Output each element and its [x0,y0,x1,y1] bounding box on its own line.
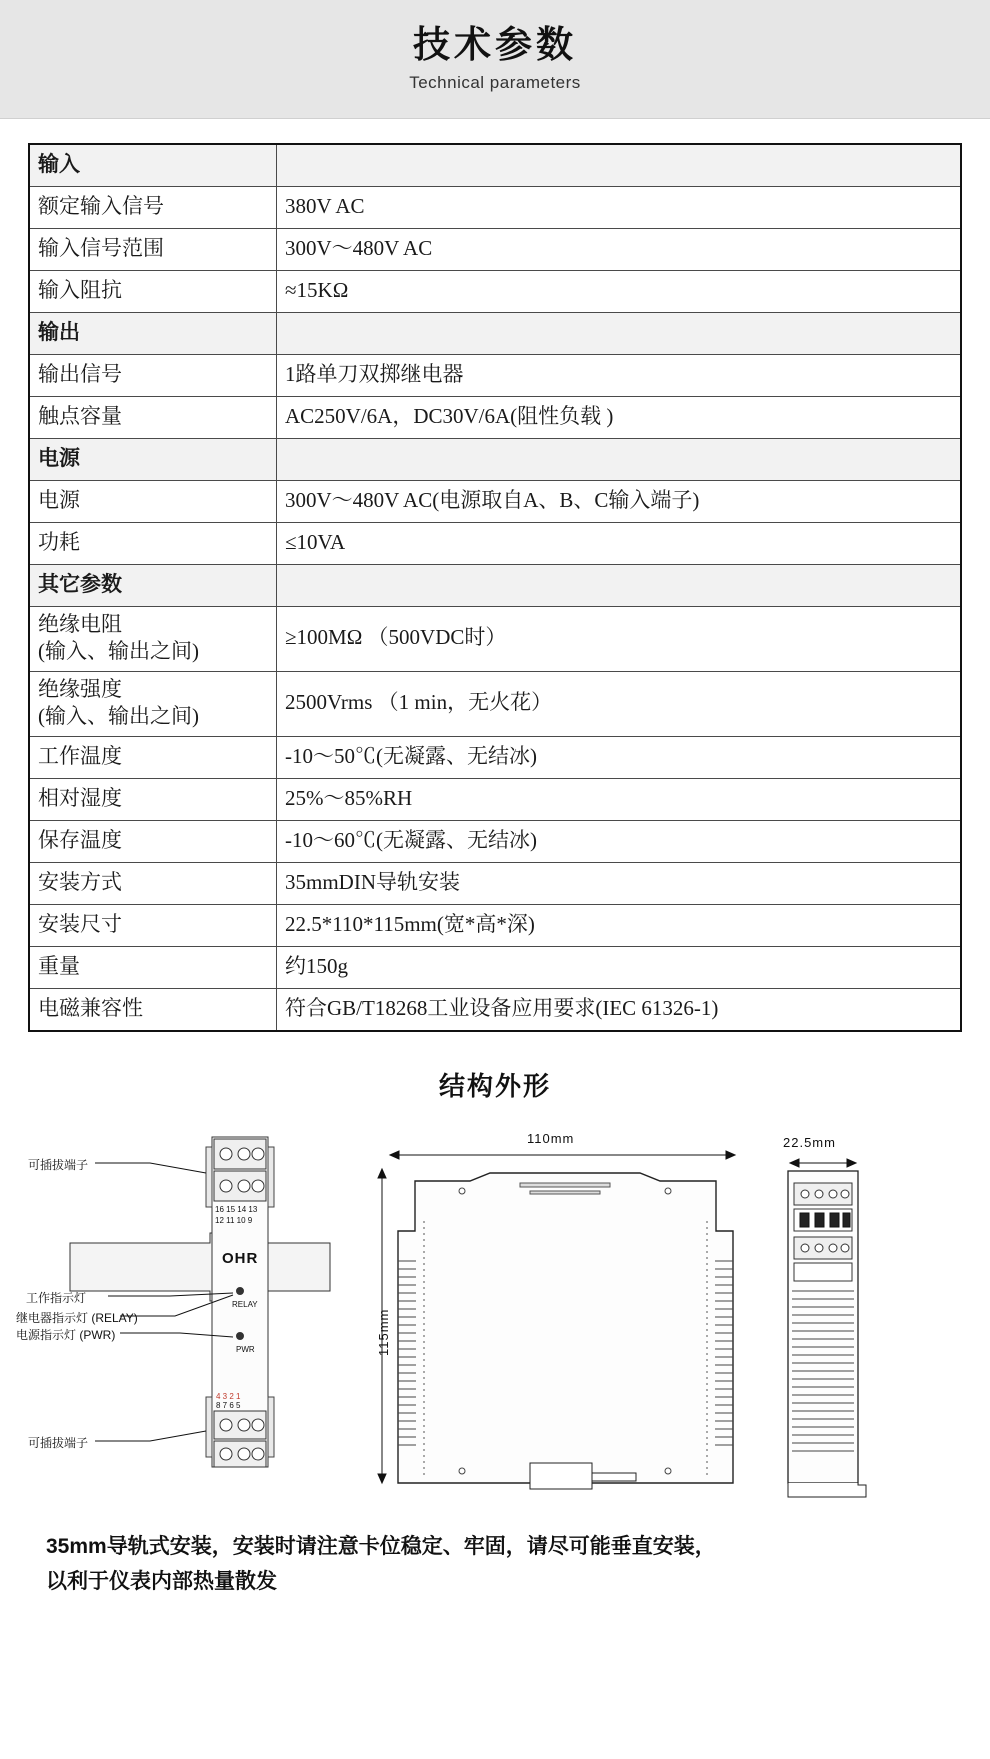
spec-table-row [29,820,961,862]
spec-value: ≥100MΩ （500VDC时） [277,607,962,672]
spec-value: 符合GB/T18268工业设备应用要求(IEC 61326-1) [277,988,962,1031]
spec-table-row [29,778,961,820]
installation-note [0,1529,990,1600]
brand-label: OHR [222,1249,259,1267]
spec-key-sub: (输入、输出之间) [38,703,199,728]
spec-value: 25%～85%RH [277,778,962,820]
spec-table-row [29,229,961,271]
structure-drawing [0,1111,990,1511]
spec-key: 额定输入信号 [29,187,277,229]
spec-key: 其它参数 [29,565,277,607]
spec-section-row [29,313,961,355]
spec-key [29,607,277,672]
spec-key-main: 绝缘电阻 [38,612,122,636]
spec-table-row [29,481,961,523]
spec-table-row [29,988,961,1031]
spec-table-row [29,355,961,397]
spec-value: 35mmDIN导轨安装 [277,862,962,904]
spec-key: 相对湿度 [29,778,277,820]
callout-top-terminal: 可插拔端子 [28,1157,89,1172]
note-line-2: 以利于仪表内部热量散发 [46,1570,277,1594]
structure-svg [0,1111,990,1511]
spec-key: 输出信号 [29,355,277,397]
spec-value: -10～60℃(无凝露、无结冰) [277,820,962,862]
spec-value: 22.5*110*115mm(宽*高*深) [277,904,962,946]
spec-value: 约150g [277,946,962,988]
terminal-numbers-top-row2: 12 11 10 9 [215,1215,253,1225]
spec-section-row [29,144,961,187]
spec-table-row [29,397,961,439]
spec-key: 安装方式 [29,862,277,904]
spec-key-main: 绝缘强度 [38,676,122,701]
spec-key: 电源 [29,481,277,523]
terminal-numbers-top-row1: 16 15 14 13 [215,1204,258,1214]
dim-height-front: 115mm [376,1308,391,1356]
spec-value [277,313,962,355]
page-header [0,0,990,119]
page-subtitle: Technical parameters [409,72,581,92]
spec-section-row [29,565,961,607]
spec-table-row [29,671,961,736]
spec-key: 输入阻抗 [29,271,277,313]
relay-label: RELAY [232,1299,258,1309]
pwr-label: PWR [236,1344,255,1354]
spec-key: 输入信号范围 [29,229,277,271]
spec-table-row [29,946,961,988]
spec-value: ≈15KΩ [277,271,962,313]
spec-value: ≤10VA [277,523,962,565]
spec-table-row [29,523,961,565]
spec-table-row [29,736,961,778]
spec-value [277,439,962,481]
spec-key: 电源 [29,439,277,481]
spec-key: 保存温度 [29,820,277,862]
spec-key: 功耗 [29,523,277,565]
spec-key: 输入 [29,144,277,187]
spec-value [277,144,962,187]
spec-key: 电磁兼容性 [29,988,277,1031]
page-title: 技术参数 [413,24,577,66]
spec-table-row [29,607,961,672]
terminal-numbers-bottom-row1: 4 3 2 1 [216,1391,241,1401]
spec-key: 输出 [29,313,277,355]
dim-width-front: 110mm [527,1130,575,1146]
spec-value: 380V AC [277,187,962,229]
callout-bottom-terminal: 可插拔端子 [28,1435,89,1450]
spec-value: 300V～480V AC [277,229,962,271]
dim-depth-side: 22.5mm [783,1134,836,1150]
callout-work-led: 工作指示灯 [26,1290,87,1305]
spec-value: AC250V/6A，DC30V/6A(阻性负载 ) [277,397,962,439]
spec-table-row [29,862,961,904]
terminal-numbers-bottom-row2: 8 7 6 5 [216,1400,241,1410]
spec-key: 安装尺寸 [29,904,277,946]
spec-table-row [29,904,961,946]
spec-key: 重量 [29,946,277,988]
spec-value: 300V～480V AC(电源取自A、B、C输入端子) [277,481,962,523]
spec-table-wrapper [0,119,990,1032]
callout-relay-led: 继电器指示灯 (RELAY) [16,1310,138,1325]
spec-key-sub: (输入、输出之间) [38,638,199,663]
spec-table-row [29,187,961,229]
spec-table-row [29,271,961,313]
spec-key: 工作温度 [29,736,277,778]
spec-value: -10～50℃(无凝露、无结冰) [277,736,962,778]
spec-key: 触点容量 [29,397,277,439]
note-line-1: 35mm导轨式安装，安装时请注意卡位稳定、牢固，请尽可能垂直安装， [46,1534,716,1558]
spec-table [28,143,962,1032]
spec-value [277,565,962,607]
callout-power-led: 电源指示灯 (PWR) [16,1327,116,1342]
structure-title: 结构外形 [438,1070,551,1101]
spec-key [29,671,277,736]
spec-value: 2500Vrms （1 min，无火花） [277,671,962,736]
spec-section-row [29,439,961,481]
spec-value: 1路单刀双掷继电器 [277,355,962,397]
